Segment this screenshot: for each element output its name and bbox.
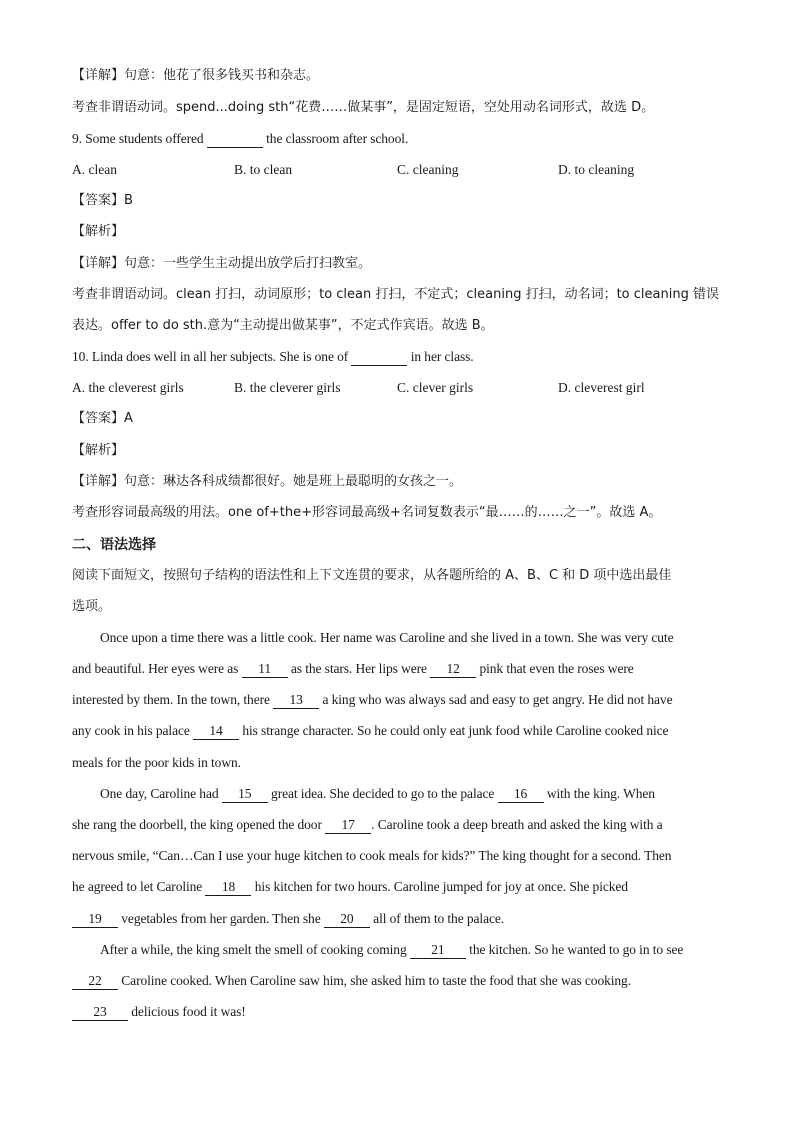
section2-instruction-1: 阅读下面短文，按照句子结构的语法性和上下文连贯的要求，从各题所给的 A、B、C 和 D 项中选出最佳 bbox=[72, 568, 672, 583]
passage-p1-l3 bbox=[72, 690, 724, 710]
blank-14: 14 bbox=[193, 723, 239, 740]
q10-option-c: C. clever girls bbox=[397, 380, 474, 395]
q9-option-c: C. cleaning bbox=[397, 162, 459, 177]
blank-11: 11 bbox=[242, 661, 288, 678]
q9-option-b: B. to clean bbox=[234, 162, 293, 177]
passage-text: she rang the doorbell, the king opened the door bbox=[72, 817, 322, 832]
q9-option-a: A. clean bbox=[72, 162, 117, 177]
passage-text: delicious food it was! bbox=[131, 1004, 246, 1019]
q10-stem-after: in her class. bbox=[410, 349, 474, 364]
blank-19: 19 bbox=[72, 911, 118, 928]
blank-22: 22 bbox=[72, 973, 118, 990]
q10-option-a: A. the cleverest girls bbox=[72, 380, 184, 395]
passage-text: his strange character. So he could only eat junk food while Caroline cooked nice bbox=[242, 723, 669, 738]
passage-p2-l5 bbox=[72, 909, 724, 929]
passage-p1-l2 bbox=[72, 659, 724, 679]
q10-analysis: 考查形容词最高级的用法。one of+the+形容词最高级+名词复数表示“最……的……之一”。故选 A。 bbox=[72, 505, 662, 520]
q10-detail: 【详解】句意：琳达各科成绩都很好。她是班上最聪明的女孩之一。 bbox=[72, 474, 463, 489]
passage-text: any cook in his palace bbox=[72, 723, 190, 738]
passage-text: as the stars. Her lips were bbox=[290, 661, 427, 676]
passage-text: Caroline cooked. When Caroline saw him, she asked him to taste the food that she was cooking. bbox=[121, 973, 631, 988]
passage-p2-l2 bbox=[72, 815, 724, 835]
passage-p1-l5: meals for the poor kids in town. bbox=[72, 755, 241, 770]
blank-23: 23 bbox=[72, 1004, 128, 1021]
q9-detail: 【详解】句意：一些学生主动提出放学后打扫教室。 bbox=[72, 256, 372, 271]
q9-option-d: D. to cleaning bbox=[558, 162, 635, 177]
passage-p2-l1 bbox=[100, 784, 724, 804]
q9-jiexi: 【解析】 bbox=[72, 224, 125, 239]
q10-answer: 【答案】A bbox=[72, 411, 133, 426]
passage-text: and beautiful. Her eyes were as bbox=[72, 661, 239, 676]
passage-p1-l1: Once upon a time there was a little cook. Her name was Caroline and she lived in a town. She was very cute bbox=[100, 630, 674, 645]
passage-p2-l3: nervous smile, “Can…Can I use your huge kitchen to cook meals for kids?” The king thought for a second. Then bbox=[72, 848, 672, 863]
passage-p3-l3 bbox=[72, 1002, 724, 1022]
passage-p3-l1 bbox=[100, 940, 724, 960]
q9-analysis-2: 表达。offer to do sth.意为“主动提出做某事”，不定式作宾语。故选 B。 bbox=[72, 318, 494, 333]
blank-17: 17 bbox=[325, 817, 371, 834]
passage-text: great idea. She decided to go to the palace bbox=[271, 786, 495, 801]
q10-blank bbox=[351, 349, 407, 366]
passage-p2-l4 bbox=[72, 877, 724, 897]
q8-detail: 【详解】句意：他花了很多钱买书和杂志。 bbox=[72, 68, 320, 83]
blank-16: 16 bbox=[498, 786, 544, 803]
q10-stem bbox=[72, 347, 724, 367]
passage-text: After a while, the king smelt the smell of cooking coming bbox=[100, 942, 407, 957]
q10-stem-before: 10. Linda does well in all her subjects. She is one of bbox=[72, 349, 349, 364]
blank-13: 13 bbox=[273, 692, 319, 709]
blank-15: 15 bbox=[222, 786, 268, 803]
q9-stem bbox=[72, 129, 724, 149]
section2-title: 二、语法选择 bbox=[72, 537, 156, 553]
q8-analysis: 考查非谓语动词。spend...doing sth“花费……做某事”，是固定短语，空处用动名词形式，故选 D。 bbox=[72, 100, 655, 115]
blank-12: 12 bbox=[430, 661, 476, 678]
q10-jiexi: 【解析】 bbox=[72, 443, 125, 458]
q9-stem-after: the classroom after school. bbox=[266, 131, 409, 146]
passage-p1-l4 bbox=[72, 721, 724, 741]
passage-text: all of them to the palace. bbox=[373, 911, 505, 926]
q9-blank bbox=[207, 131, 263, 148]
blank-20: 20 bbox=[324, 911, 370, 928]
passage-p3-l2 bbox=[72, 971, 724, 991]
passage-text: his kitchen for two hours. Caroline jumped for joy at once. She picked bbox=[254, 879, 628, 894]
q10-option-d: D. cleverest girl bbox=[558, 380, 645, 395]
q9-answer: 【答案】B bbox=[72, 193, 133, 208]
passage-text: One day, Caroline had bbox=[100, 786, 219, 801]
passage-text: interested by them. In the town, there bbox=[72, 692, 270, 707]
passage-text: pink that even the roses were bbox=[479, 661, 634, 676]
q10-option-b: B. the cleverer girls bbox=[234, 380, 341, 395]
q9-stem-before: 9. Some students offered bbox=[72, 131, 204, 146]
section2-instruction-2: 选项。 bbox=[72, 599, 112, 614]
passage-text: the kitchen. So he wanted to go in to see bbox=[469, 942, 684, 957]
q9-analysis-1: 考查非谓语动词。clean 打扫，动词原形；to clean 打扫，不定式；cleaning 打扫，动名词；to cleaning 错误 bbox=[72, 287, 719, 302]
passage-text: with the king. When bbox=[546, 786, 655, 801]
blank-18: 18 bbox=[205, 879, 251, 896]
blank-21: 21 bbox=[410, 942, 466, 959]
passage-text: vegetables from her garden. Then she bbox=[121, 911, 321, 926]
passage-text: . Caroline took a deep breath and asked the king with a bbox=[371, 817, 663, 832]
passage-text: a king who was always sad and easy to get angry. He did not have bbox=[322, 692, 673, 707]
passage-text: he agreed to let Caroline bbox=[72, 879, 203, 894]
